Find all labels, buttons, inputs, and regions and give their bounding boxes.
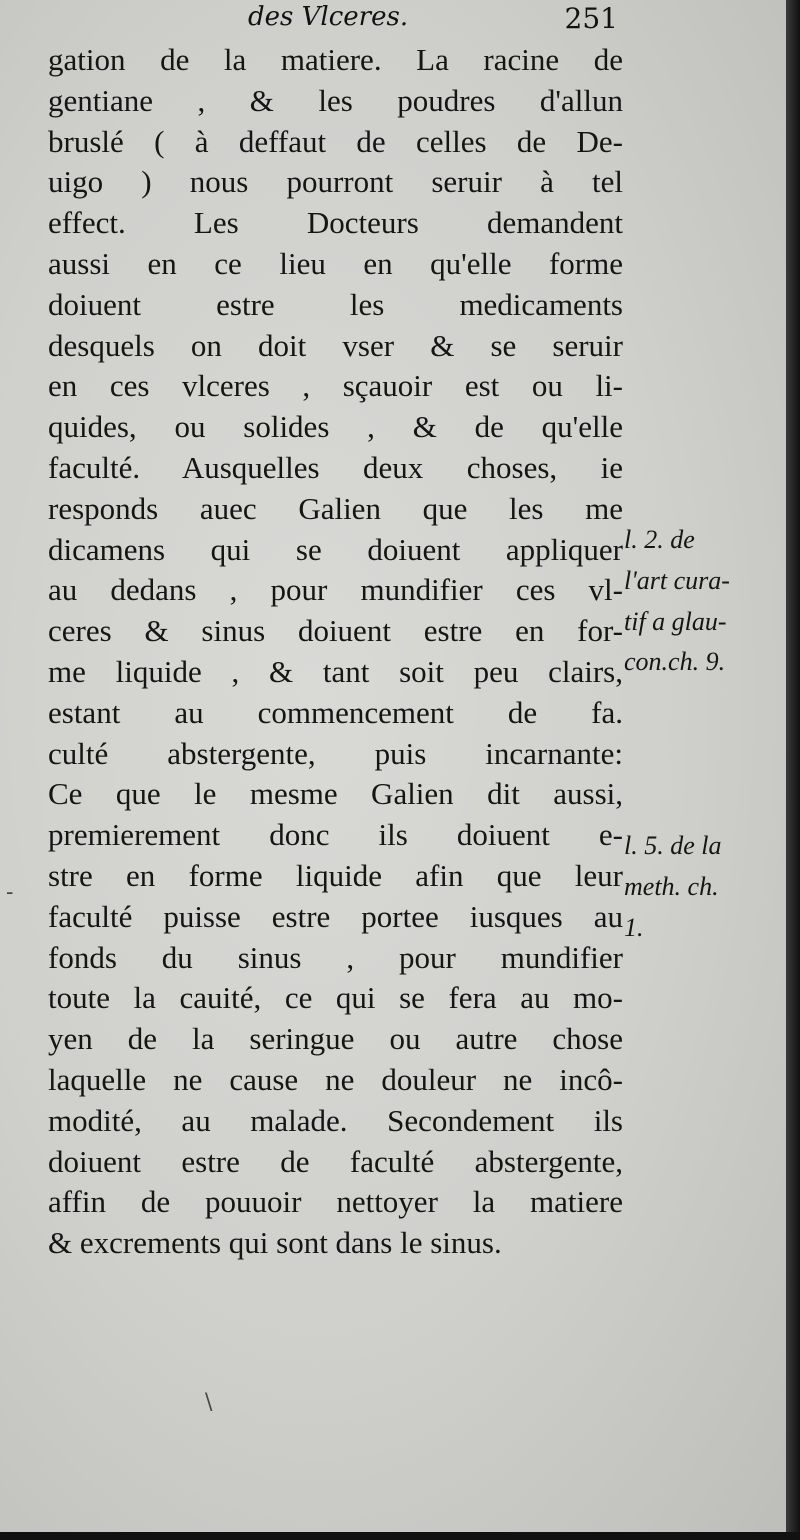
text-line: responds auec Galien que les me [48,490,623,526]
text-line: faculté puisse estre portee iusques au [48,898,623,934]
margin-note-galien-methode [624,826,774,948]
text-line: me liquide , & tant soit peu clairs, [48,653,623,689]
text-line: au dedans , pour mundifier ces vl- [48,572,623,608]
text-line: uigo ) nous pourront seruir à tel [48,164,623,200]
page-number: 251 [564,2,618,35]
text-line: estant au commencement de fa. [48,694,623,730]
text-line: modité, au malade. Secondement ils [48,1102,623,1138]
margin-note-line: meth. ch. [624,871,719,901]
page-edge-shadow [786,0,800,1540]
margin-note-line: con.ch. 9. [624,647,726,677]
text-line: faculté. Ausquelles deux choses, ie [48,449,623,485]
text-line: premierement donc ils doiuent e- [48,817,623,853]
text-line: doiuent estre les medicaments [48,286,623,322]
margin-note-line: l'art cura- [624,565,730,595]
text-line: gation de la matiere. La racine de [48,42,623,77]
text-line: Ce que le mesme Galien dit aussi, [48,776,623,812]
text-line: effect. Les Docteurs demandent [48,205,623,241]
text-line: gentiane , & les poudres d'allun [48,82,623,118]
margin-note-line: tif a glau- [624,606,727,636]
margin-note-line: l. 5. de la [624,831,722,860]
text-line: & excrements qui sont dans le sinus. [48,1225,502,1261]
text-line: affin de pouuoir nettoyer la matiere [48,1184,623,1220]
paper-speck: \ [205,1390,213,1415]
text-line: dicamens qui se doiuent appliquer [48,531,623,567]
page-bottom-edge [0,1532,800,1540]
text-line: en ces vlceres , sçauoir est ou li- [48,368,623,404]
text-line: aussi en ce lieu en qu'elle forme [48,245,623,281]
body-text [48,40,623,1264]
text-line: doiuent estre de faculté abstergente, [48,1143,623,1179]
text-line: stre en forme liquide afin que leur [48,857,623,893]
text-line: desquels on doit vser & se seruir [48,327,623,363]
paper-speck: - [6,880,14,905]
running-head: des Vlceres. [248,2,409,32]
text-line: laquelle ne cause ne douleur ne incô- [48,1061,623,1097]
text-line: yen de la seringue ou autre chose [48,1021,623,1057]
text-line: toute la cauité, ce qui se fera au mo- [48,980,623,1016]
text-line: bruslé ( à deffaut de celles de De- [48,123,623,159]
text-line: quides, ou solides , & de qu'elle [48,409,623,445]
margin-note-line: l. 2. de [624,525,695,554]
text-line: culté abstergente, puis incarnante: [48,735,623,771]
text-line: ceres & sinus doiuent estre en for- [48,613,623,649]
text-line: fonds du sinus , pour mundifier [48,939,623,975]
margin-note-galien-art-curatif [624,520,774,683]
page-header [48,2,618,38]
margin-note-line: 1. [624,912,644,942]
